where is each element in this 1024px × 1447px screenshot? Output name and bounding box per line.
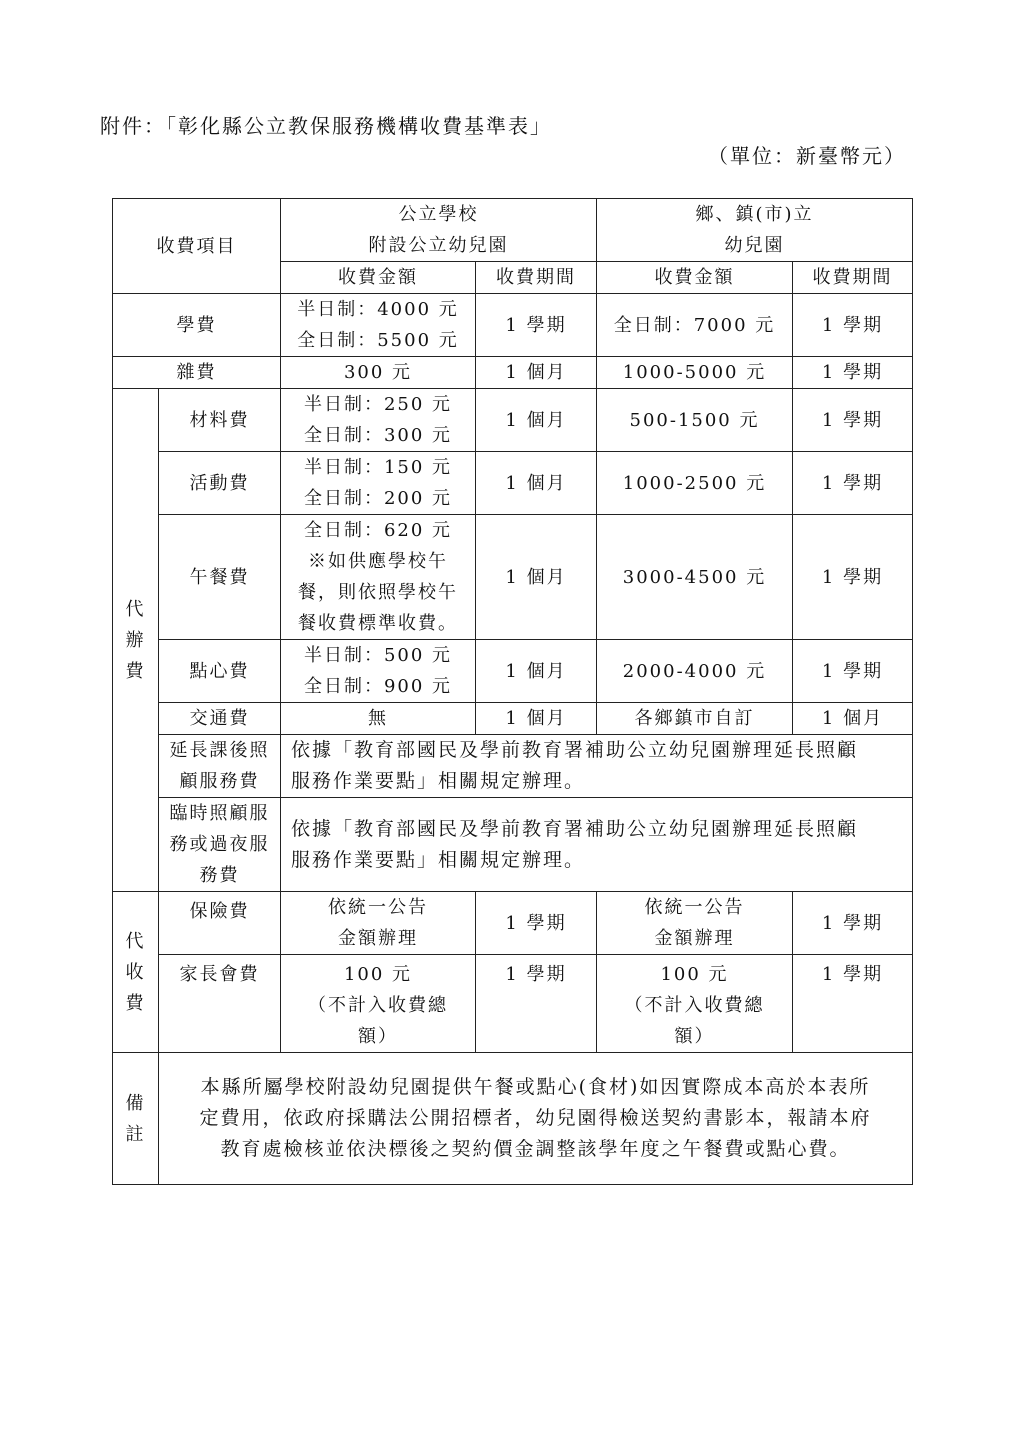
school-period: 1 學期 — [476, 294, 597, 357]
school-amount: 無 — [281, 703, 476, 735]
table-row-tuition — [113, 294, 913, 357]
town-period: 1 學期 — [793, 955, 913, 1053]
row-label: 點心費 — [159, 640, 281, 703]
row-label: 午餐費 — [159, 515, 281, 640]
town-period: 1 學期 — [793, 515, 913, 640]
school-period: 1 個月 — [476, 703, 597, 735]
town-period: 1 學期 — [793, 452, 913, 515]
document-title: 附件：「彰化縣公立教保服務機構收費基準表」 — [100, 114, 552, 138]
school-amount: 半日制：4000 元 全日制：5500 元 — [281, 294, 476, 357]
town-period: 1 學期 — [793, 389, 913, 452]
town-period: 1 學期 — [793, 294, 913, 357]
header-school-amount: 收費金額 — [281, 262, 476, 294]
agency-fees-group-label: 代辦費 — [113, 389, 159, 892]
table-row-misc — [113, 357, 913, 389]
town-period: 1 學期 — [793, 357, 913, 389]
header-fee-item: 收費項目 — [113, 199, 281, 294]
row-label: 家長會費 — [159, 955, 281, 1053]
row-label: 保險費 — [159, 892, 281, 955]
school-period: 1 個月 — [476, 357, 597, 389]
row-label: 活動費 — [159, 452, 281, 515]
town-amount: 1000-2500 元 — [597, 452, 793, 515]
town-amount: 各鄉鎮市自訂 — [597, 703, 793, 735]
school-period: 1 個月 — [476, 640, 597, 703]
table-row-insurance — [113, 892, 913, 955]
extended-care-regulation: 依據「教育部國民及學前教育署補助公立幼兒園辦理延長照顧 服務作業要點」相關規定辦理。 — [281, 735, 913, 798]
table-row-temporary-care — [113, 798, 913, 892]
row-label: 交通費 — [159, 703, 281, 735]
table-row-extended-care — [113, 735, 913, 798]
currency-unit-note: （單位：新臺幣元） — [708, 144, 906, 168]
town-period: 1 學期 — [793, 640, 913, 703]
town-period: 1 個月 — [793, 703, 913, 735]
remark-label: 備註 — [113, 1053, 159, 1185]
town-amount: 全日制：7000 元 — [597, 294, 793, 357]
row-label: 臨時照顧服 務或過夜服 務費 — [159, 798, 281, 892]
header-town-kindergarten: 鄉、鎮(市)立 幼兒園 — [597, 199, 913, 262]
school-period: 1 個月 — [476, 515, 597, 640]
table-row-remark — [113, 1053, 913, 1185]
table-row-activity — [113, 452, 913, 515]
school-period: 1 學期 — [476, 955, 597, 1053]
school-amount: 100 元 （不計入收費總 額） — [281, 955, 476, 1053]
fee-standard-table — [112, 198, 913, 1185]
header-school-period: 收費期間 — [476, 262, 597, 294]
school-amount: 300 元 — [281, 357, 476, 389]
town-amount: 2000-4000 元 — [597, 640, 793, 703]
header-town-amount: 收費金額 — [597, 262, 793, 294]
collected-fees-group-label: 代收費 — [113, 892, 159, 1053]
town-amount: 500-1500 元 — [597, 389, 793, 452]
town-amount: 1000-5000 元 — [597, 357, 793, 389]
row-label: 學費 — [113, 294, 281, 357]
town-amount: 依統一公告 金額辦理 — [597, 892, 793, 955]
header-school-kindergarten: 公立學校 附設公立幼兒園 — [281, 199, 597, 262]
school-amount: 依統一公告 金額辦理 — [281, 892, 476, 955]
table-row-parent-association — [113, 955, 913, 1053]
table-row-transport — [113, 703, 913, 735]
table-row-snack — [113, 640, 913, 703]
table-row-material — [113, 389, 913, 452]
school-period: 1 個月 — [476, 389, 597, 452]
school-period: 1 個月 — [476, 452, 597, 515]
table-row-lunch — [113, 515, 913, 640]
row-label: 延長課後照 顧服務費 — [159, 735, 281, 798]
temporary-care-regulation: 依據「教育部國民及學前教育署補助公立幼兒園辦理延長照顧 服務作業要點」相關規定辦理。 — [281, 798, 913, 892]
town-period: 1 學期 — [793, 892, 913, 955]
town-amount: 100 元 （不計入收費總 額） — [597, 955, 793, 1053]
row-label: 材料費 — [159, 389, 281, 452]
town-amount: 3000-4500 元 — [597, 515, 793, 640]
row-label: 雜費 — [113, 357, 281, 389]
school-amount: 半日制：500 元 全日制：900 元 — [281, 640, 476, 703]
header-town-period: 收費期間 — [793, 262, 913, 294]
school-amount: 半日制：150 元 全日制：200 元 — [281, 452, 476, 515]
school-amount: 全日制：620 元 ※如供應學校午 餐，則依照學校午 餐收費標準收費。 — [281, 515, 476, 640]
remark-text: 本縣所屬學校附設幼兒園提供午餐或點心(食材)如因實際成本高於本表所 定費用，依政府採購法公開招標者，幼兒園得檢送契約書影本，報請本府 教育處檢核並依決標後之契約價金調整該學年度之午餐費或點心費。 — [159, 1053, 913, 1185]
school-period: 1 學期 — [476, 892, 597, 955]
school-amount: 半日制：250 元 全日制：300 元 — [281, 389, 476, 452]
table-header-row — [113, 199, 913, 262]
